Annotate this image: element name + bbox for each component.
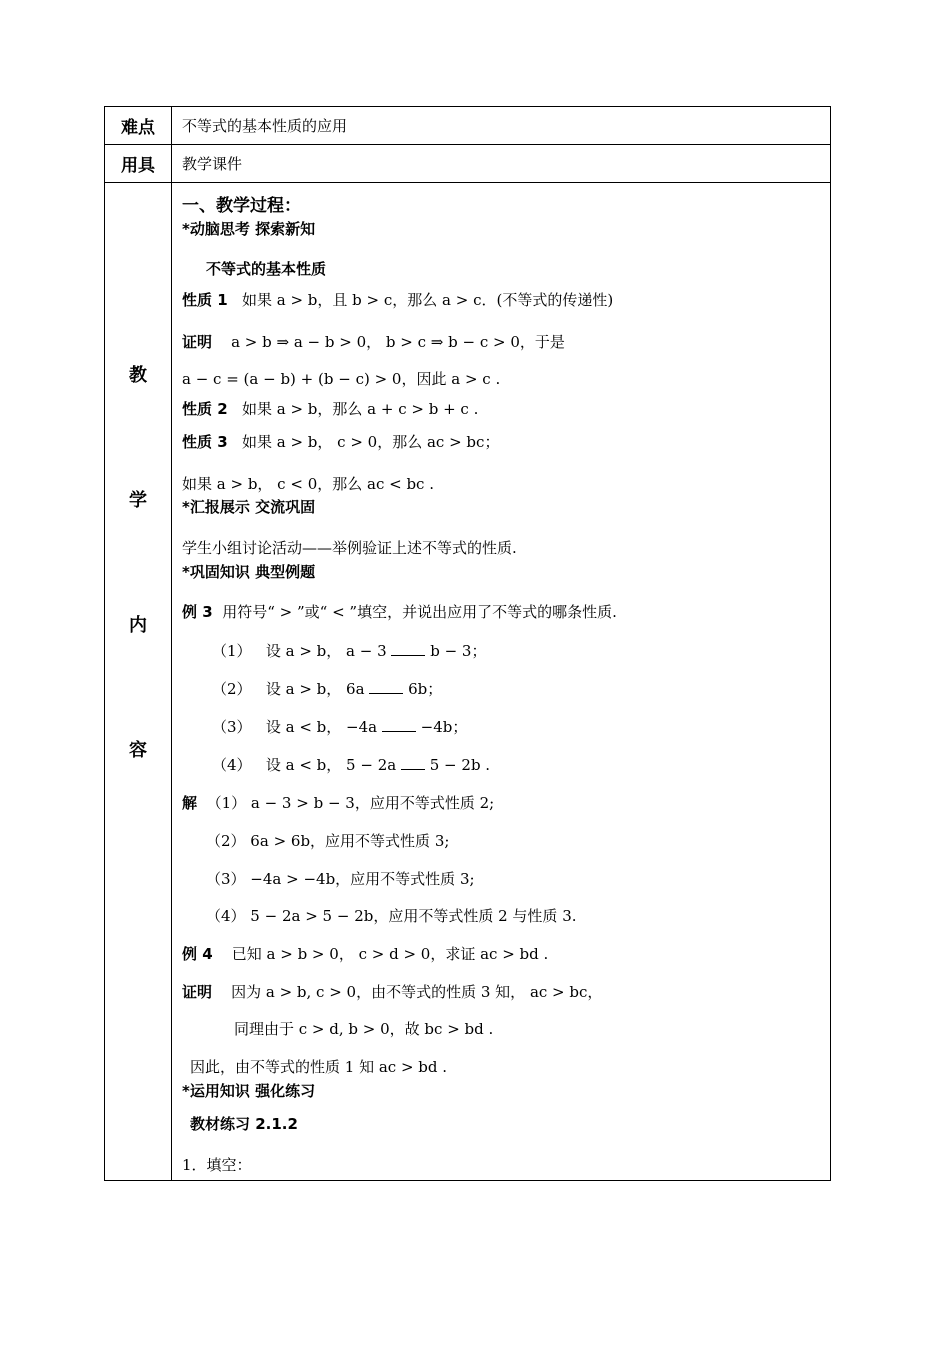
teaching-process-heading: 一、教学过程： (182, 196, 301, 216)
property-label: 性质 1 (182, 291, 228, 309)
property-label: 性质 3 (182, 433, 228, 451)
item-number: （3） (212, 718, 252, 736)
activity-text: 学生小组讨论活动——举例验证上述不等式的性质. (182, 539, 517, 557)
property-3-continued: 如果 a > b， c < 0，那么 ac < bc . (182, 475, 434, 493)
proof-text: a > b ⇒ a − b > 0， b > c ⇒ b − c > 0，于是 (231, 333, 565, 351)
example-4 (182, 943, 548, 964)
answer-blank[interactable] (382, 719, 416, 732)
tools-row (105, 145, 831, 183)
exercise-title: 教材练习 2.1.2 (190, 1115, 298, 1133)
content-label-char: 内 (129, 615, 147, 636)
proof-label: 证明 (182, 983, 213, 1001)
item-text: 设 a > b， 6a (265, 680, 365, 698)
difficulty-label: 难点 (105, 107, 172, 145)
answer-blank[interactable] (391, 643, 425, 656)
solution-label: 解 (182, 794, 198, 812)
solution-3: （3） −4a > −4b，应用不等式性质 3; (206, 870, 475, 888)
example-text: 用符号“ > ”或“ < ”填空，并说出应用了不等式的哪条性质. (222, 603, 617, 621)
content-label-char: 学 (129, 490, 147, 511)
example-item (212, 754, 490, 775)
answer-blank[interactable] (401, 757, 425, 770)
section-heading: *汇报展示 交流巩固 (182, 498, 316, 516)
solution-text: （1） a − 3 > b − 3，应用不等式性质 2; (206, 794, 495, 812)
content-label-char: 容 (129, 740, 147, 761)
example-text: 已知 a > b > 0， c > d > 0，求证 ac > bd . (231, 945, 549, 963)
content-label-cell (105, 183, 172, 1181)
item-number: （4） (212, 756, 252, 774)
example-label: 例 3 (182, 603, 213, 621)
proof-1 (182, 331, 565, 352)
example-item (212, 640, 486, 661)
proof-4 (182, 981, 602, 1002)
solution-4: （4） 5 − 2a > 5 − 2b，应用不等式性质 2 与性质 3. (206, 907, 577, 925)
content-cell (172, 183, 831, 1181)
property-2 (182, 398, 478, 419)
proof-label: 证明 (182, 333, 213, 351)
example-item (212, 716, 467, 737)
content-row (105, 183, 831, 1181)
example-3 (182, 601, 617, 622)
answer-blank[interactable] (369, 681, 403, 694)
property-text: 如果 a > b，那么 a + c > b + c . (241, 400, 479, 418)
tools-text: 教学课件 (172, 145, 831, 183)
property-3 (182, 431, 499, 452)
item-text: 设 a > b， a − 3 (265, 642, 387, 660)
item-text: 设 a < b， −4a (265, 718, 378, 736)
example-label: 例 4 (182, 945, 213, 963)
section-heading: *运用知识 强化练习 (182, 1082, 316, 1100)
section-heading: *巩固知识 典型例题 (182, 563, 316, 581)
item-number: （2） (212, 680, 252, 698)
item-text: 6b； (408, 680, 443, 698)
item-number: （1） (212, 642, 252, 660)
property-1 (182, 289, 613, 310)
proof-4-continued: 同理由于 c > d, b > 0，故 bc > bd . (234, 1020, 494, 1038)
item-text: b − 3； (430, 642, 487, 660)
tools-label: 用具 (105, 145, 172, 183)
section-heading: *动脑思考 探索新知 (182, 220, 316, 238)
proof-4-conclusion: 因此，由不等式的性质 1 知 ac > bd . (190, 1058, 448, 1076)
property-text: 如果 a > b， c > 0，那么 ac > bc； (241, 433, 500, 451)
subheading: 不等式的基本性质 (206, 260, 327, 278)
proof-text: 因为 a > b, c > 0，由不等式的性质 3 知， ac > bc， (231, 983, 603, 1001)
property-text: 如果 a > b，且 b > c，那么 a > c．(不等式的传递性) (241, 291, 614, 309)
content-label-char: 教 (129, 365, 147, 386)
exercise-item-1: 1．填空： (182, 1156, 252, 1174)
example-item (212, 678, 442, 699)
solution-2: （2） 6a > 6b，应用不等式性质 3; (206, 832, 450, 850)
item-text: 设 a < b， 5 − 2a (265, 756, 397, 774)
item-text: 5 − 2b . (429, 756, 491, 774)
proof-1-continued: a − c = (a − b) + (b − c) > 0，因此 a > c . (182, 370, 501, 388)
property-label: 性质 2 (182, 400, 228, 418)
difficulty-text: 不等式的基本性质的应用 (172, 107, 831, 145)
lesson-table (104, 106, 831, 1181)
item-text: −4b； (420, 718, 468, 736)
difficulty-row (105, 107, 831, 145)
solution-1 (182, 792, 494, 813)
